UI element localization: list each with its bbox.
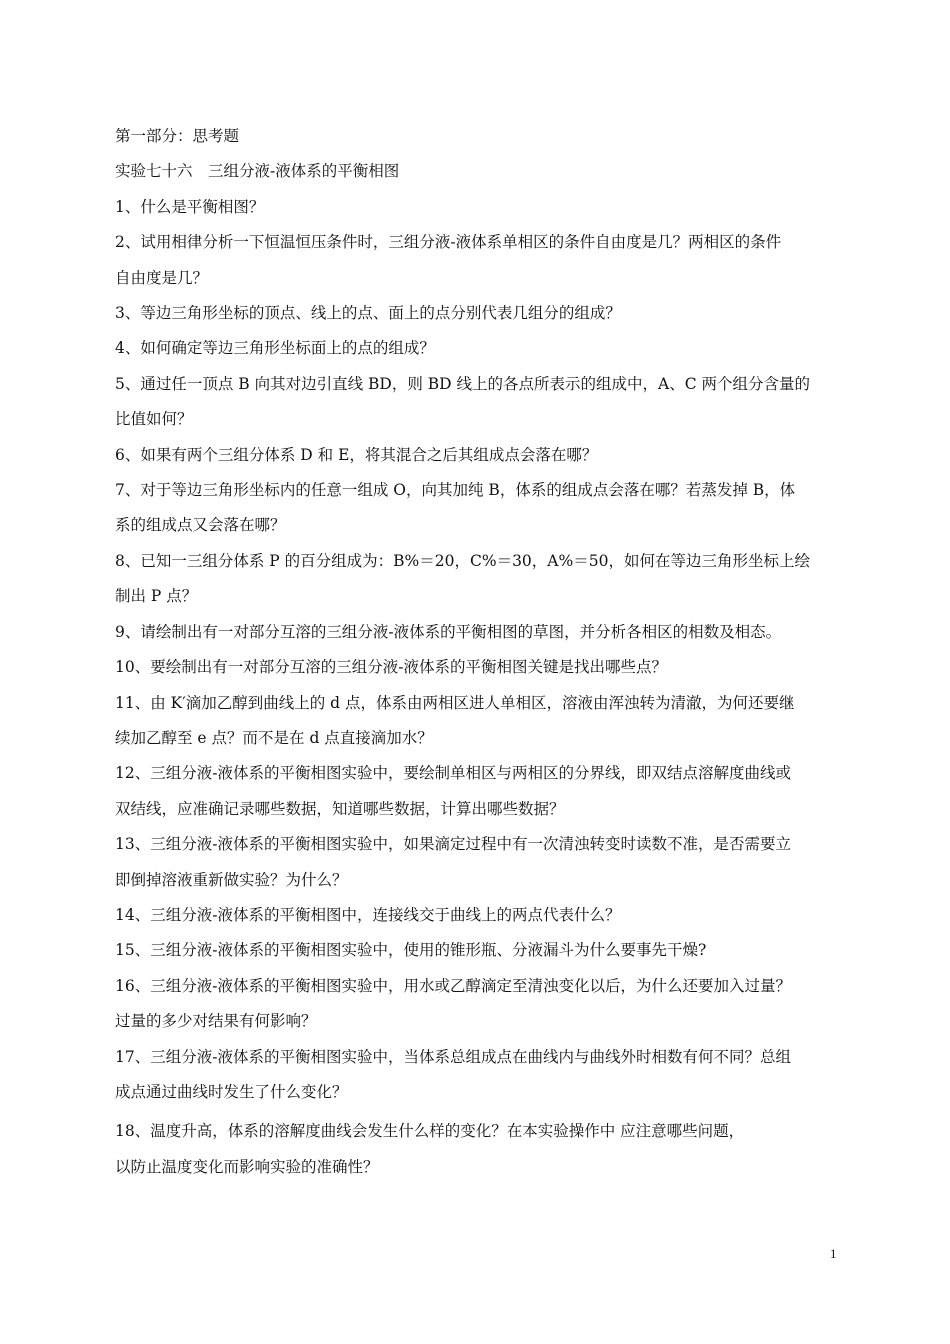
question-line: 过量的多少对结果有何影响？ xyxy=(115,1012,317,1031)
question-line: 1、什么是平衡相图？ xyxy=(115,197,265,216)
question-line: 13、三组分液-液体系的平衡相图实验中，如果滴定过程中有一次清浊转变时读数不准，是否需要立 xyxy=(115,835,791,854)
question-1 xyxy=(115,190,837,225)
page-number: 1 xyxy=(830,1246,837,1261)
question-line: 续加乙醇至 e 点？而不是在 d 点直接滴加水？ xyxy=(115,728,433,747)
page-content xyxy=(115,119,837,1185)
question-line: 7、对于等边三角形坐标内的任意一组成 O，向其加纯 B，体系的组成点会落在哪？若蒸发掉 B，体 xyxy=(115,481,796,500)
question-13 xyxy=(115,827,837,898)
question-18 xyxy=(115,1114,837,1185)
question-9 xyxy=(115,615,837,650)
question-line: 8、已知一三组分体系 P 的百分组成为：B%＝20，C%＝30，A%＝50，如何在等边三角形坐标上绘 xyxy=(115,551,810,570)
section-title: 第一部分：思考题 xyxy=(115,127,240,145)
question-line: 4、如何确定等边三角形坐标面上的点的组成？ xyxy=(115,339,435,358)
question-4 xyxy=(115,331,837,366)
question-line: 比值如何？ xyxy=(115,410,193,429)
question-line: 成点通过曲线时发生了什么变化？ xyxy=(115,1082,348,1101)
experiment-title: 实验七十六 三组分液-液体系的平衡相图 xyxy=(115,162,400,181)
question-line: 17、三组分液-液体系的平衡相图实验中，当体系总组成点在曲线内与曲线外时相数有何不同？总组 xyxy=(115,1047,791,1066)
question-7 xyxy=(115,473,837,544)
question-line: 自由度是几？ xyxy=(115,268,209,287)
question-line: 6、如果有两个三组分体系 D 和 E，将其混合之后其组成点会落在哪？ xyxy=(115,445,598,464)
question-line: 16、三组分液-液体系的平衡相图实验中，用水或乙醇滴定至清浊变化以后，为什么还要加入过量？ xyxy=(115,976,791,995)
question-line: 10、要绘制出有一对部分互溶的三组分液-液体系的平衡相图关键是找出哪些点？ xyxy=(115,658,667,677)
question-line: 即倒掉溶液重新做实验？为什么？ xyxy=(115,870,348,889)
question-line: 18、温度升高，体系的溶解度曲线会发生什么样的变化？在本实验操作中 应注意哪些问题， xyxy=(115,1122,745,1141)
question-8 xyxy=(115,544,837,615)
question-line: 3、等边三角形坐标的顶点、线上的点、面上的点分别代表几组分的组成？ xyxy=(115,304,621,323)
question-11 xyxy=(115,686,837,757)
question-line: 制出 P 点？ xyxy=(115,587,198,606)
question-line: 9、请绘制出有一对部分互溶的三组分液-液体系的平衡相图的草图，并分析各相区的相数及相态。 xyxy=(115,622,782,641)
question-14 xyxy=(115,898,837,933)
question-line: 2、试用相律分析一下恒温恒压条件时，三组分液-液体系单相区的条件自由度是几？两相区的条件 xyxy=(115,233,782,252)
question-line: 系的组成点又会落在哪？ xyxy=(115,516,286,535)
question-12 xyxy=(115,756,837,827)
question-line: 12、三组分液-液体系的平衡相图实验中，要绘制单相区与两相区的分界线，即双结点溶解度曲线或 xyxy=(115,764,791,783)
question-10 xyxy=(115,650,837,685)
question-line: 5、通过任一顶点 B 向其对边引直线 BD，则 BD 线上的各点所表示的组成中，A、C 两个组分含量的 xyxy=(115,374,811,393)
question-2 xyxy=(115,225,837,296)
question-line: 14、三组分液-液体系的平衡相图中，连接线交于曲线上的两点代表什么？ xyxy=(115,905,621,924)
question-line: 双结线，应准确记录哪些数据，知道哪些数据，计算出哪些数据？ xyxy=(115,799,565,818)
question-15 xyxy=(115,933,837,968)
question-6 xyxy=(115,438,837,473)
question-line: 11、由 K′滴加乙醇到曲线上的 d 点，体系由两相区进人单相区，溶液由浑浊转为清澈，为何还要继 xyxy=(115,693,795,712)
question-5 xyxy=(115,367,837,438)
question-3 xyxy=(115,296,837,331)
question-16 xyxy=(115,969,837,1040)
question-17 xyxy=(115,1040,837,1111)
question-line: 以防止温度变化而影响实验的准确性？ xyxy=(115,1157,379,1176)
question-line: 15、三组分液-液体系的平衡相图实验中，使用的锥形瓶、分液漏斗为什么要事先干燥? xyxy=(115,941,707,960)
